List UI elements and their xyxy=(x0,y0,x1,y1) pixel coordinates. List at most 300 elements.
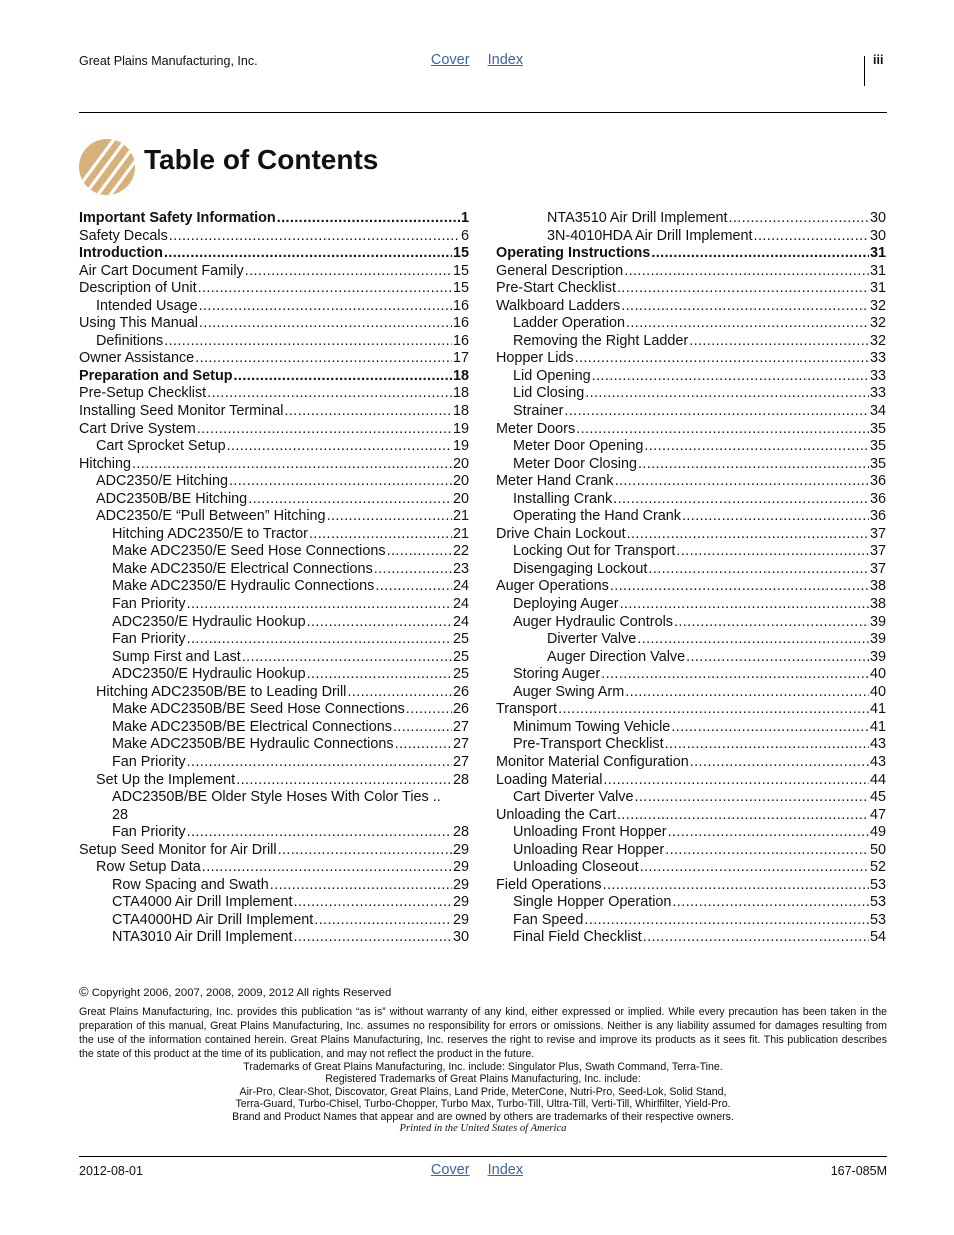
toc-entry[interactable] xyxy=(79,403,469,421)
toc-entry-page: 33 xyxy=(869,367,886,384)
toc-entry-title: Row Spacing and Swath xyxy=(112,876,269,893)
toc-entry-page: 43 xyxy=(869,736,886,753)
toc-entry-page: 45 xyxy=(869,789,886,806)
toc-dot-leader xyxy=(671,719,869,737)
toc-entry-title: Hopper Lids xyxy=(496,350,574,367)
toc-entry-title: Hitching xyxy=(79,455,131,472)
toc-entry-page: 37 xyxy=(869,560,886,577)
toc-entry-page: 34 xyxy=(869,403,886,420)
toc-entry-title: Removing the Right Ladder xyxy=(513,332,689,349)
toc-dot-leader xyxy=(674,614,869,632)
toc-dot-leader xyxy=(202,859,452,877)
toc-entry-title: ADC2350/E Hitching xyxy=(96,473,228,490)
cover-link[interactable]: Cover xyxy=(430,1162,470,1178)
index-link[interactable]: Index xyxy=(487,52,524,68)
toc-entry[interactable] xyxy=(79,438,469,456)
toc-dot-leader xyxy=(575,350,869,368)
toc-entry[interactable] xyxy=(496,929,886,947)
toc-entry[interactable] xyxy=(79,368,469,386)
toc-entry-title: Field Operations xyxy=(496,876,602,893)
toc-dot-leader xyxy=(198,280,452,298)
cover-link[interactable]: Cover xyxy=(430,52,470,68)
toc-entry-title: Make ADC2350B/BE Hydraulic Connections xyxy=(112,736,394,753)
toc-entry-title: Meter Door Opening xyxy=(513,438,644,455)
toc-entry-title: Setup Seed Monitor for Air Drill xyxy=(79,841,277,858)
toc-entry[interactable] xyxy=(496,263,886,281)
toc-entry-title: 28 xyxy=(112,806,129,823)
toc-entry-page: 20 xyxy=(452,455,469,472)
toc-entry-page: 40 xyxy=(869,683,886,700)
toc-entry-page: 29 xyxy=(452,859,469,876)
toc-dot-leader xyxy=(374,561,452,579)
toc-entry-title: Introduction xyxy=(79,245,163,262)
toc-entry-title: Ladder Operation xyxy=(513,315,626,332)
toc-dot-leader xyxy=(690,754,869,772)
toc-entry[interactable] xyxy=(79,614,469,632)
toc-entry[interactable] xyxy=(79,824,469,842)
toc-dot-leader xyxy=(207,385,452,403)
footer-rule xyxy=(79,1156,887,1157)
toc-entry-page: 24 xyxy=(452,596,469,613)
toc-right-column xyxy=(496,210,886,947)
toc-entry-page: 39 xyxy=(869,613,886,630)
toc-dot-leader xyxy=(665,842,869,860)
page-title: Table of Contents xyxy=(144,144,379,175)
header-rule xyxy=(79,112,887,113)
toc-dot-leader xyxy=(199,315,452,333)
toc-entry[interactable] xyxy=(79,859,469,877)
toc-entry[interactable] xyxy=(496,526,886,544)
toc-entry[interactable] xyxy=(496,280,886,298)
header-company: Great Plains Manufacturing, Inc. xyxy=(79,54,258,68)
toc-entry-title: Pre-Start Checklist xyxy=(496,280,616,297)
toc-entry-title: Final Field Checklist xyxy=(513,929,642,946)
toc-entry-page: 41 xyxy=(869,718,886,735)
toc-entry-title: CTA4000HD Air Drill Implement xyxy=(112,911,314,928)
toc-entry-page: 17 xyxy=(452,350,469,367)
toc-entry[interactable] xyxy=(79,701,469,719)
toc-entry[interactable] xyxy=(496,824,886,842)
toc-entry[interactable] xyxy=(79,333,469,351)
toc-entry[interactable] xyxy=(79,385,469,403)
toc-entry-title: Intended Usage xyxy=(96,297,198,314)
toc-entry-page: 32 xyxy=(869,297,886,314)
index-link[interactable]: Index xyxy=(487,1162,524,1178)
toc-entry-title: Meter Door Closing xyxy=(513,455,637,472)
toc-entry-page: 43 xyxy=(869,753,886,770)
toc-dot-leader xyxy=(617,807,869,825)
toc-entry[interactable] xyxy=(79,719,469,737)
toc-entry-page: 33 xyxy=(869,350,886,367)
toc-dot-leader xyxy=(197,421,452,439)
toc-entry-title: Fan Priority xyxy=(112,824,186,841)
toc-dot-leader xyxy=(613,491,869,509)
trademarks-line-1: Trademarks of Great Plains Manufacturing, Inc. include: Singulator Plus, Swath Command, Terra-Tine. xyxy=(243,1061,723,1073)
toc-entry-page: 41 xyxy=(869,701,886,718)
toc-entry-title: Set Up the Implement xyxy=(96,771,236,788)
toc-entry-title: Using This Manual xyxy=(79,315,198,332)
toc-entry-title: Unloading the Cart xyxy=(496,806,616,823)
toc-dot-leader xyxy=(728,210,869,228)
toc-entry[interactable] xyxy=(79,929,469,947)
toc-entry-page: 39 xyxy=(869,648,886,665)
toc-entry-page: 16 xyxy=(452,297,469,314)
toc-dot-leader xyxy=(327,508,452,526)
toc-entry-title: Cart Sprocket Setup xyxy=(96,438,226,455)
footer-code: 167-085M xyxy=(830,1164,887,1178)
toc-dot-leader xyxy=(615,473,869,491)
toc-dot-leader xyxy=(686,649,869,667)
toc-entry-title: Make ADC2350/E Electrical Connections xyxy=(112,560,373,577)
toc-entry[interactable] xyxy=(496,859,886,877)
toc-entry-title: Preparation and Setup xyxy=(79,367,233,384)
trademarks-line-2: Registered Trademarks of Great Plains Manufacturing, Inc. include: xyxy=(325,1073,641,1085)
toc-entry[interactable] xyxy=(79,508,469,526)
toc-dot-leader xyxy=(307,666,452,684)
toc-entry[interactable] xyxy=(79,315,469,333)
toc-entry[interactable] xyxy=(79,421,469,439)
toc-entry[interactable] xyxy=(79,228,469,246)
toc-entry[interactable] xyxy=(79,666,469,684)
toc-entry-title: Sump First and Last xyxy=(112,648,241,665)
toc-dot-leader xyxy=(307,614,452,632)
toc-entry-page: 1 xyxy=(460,210,469,226)
toc-dot-leader xyxy=(248,491,452,509)
toc-dot-leader xyxy=(648,561,869,579)
toc-entry[interactable] xyxy=(496,438,886,456)
toc-dot-leader xyxy=(676,543,869,561)
toc-entry-title: Fan Priority xyxy=(112,631,186,648)
toc-dot-leader xyxy=(229,473,452,491)
toc-entry-title: Make ADC2350/E Seed Hose Connections xyxy=(112,543,386,560)
toc-entry-title: Hitching ADC2350/E to Tractor xyxy=(112,525,308,542)
toc-entry[interactable] xyxy=(496,333,886,351)
toc-dot-leader xyxy=(665,736,869,754)
toc-entry-page: 38 xyxy=(869,596,886,613)
toc-entry-title: Installing Crank xyxy=(513,490,613,507)
toc-entry[interactable] xyxy=(79,491,469,509)
toc-dot-leader xyxy=(592,368,869,386)
toc-entry-title: NTA3010 Air Drill Implement xyxy=(112,929,293,946)
toc-dot-leader xyxy=(621,298,869,316)
toc-entry[interactable] xyxy=(79,631,469,649)
toc-entry[interactable] xyxy=(496,894,886,912)
toc-entry-title: Owner Assistance xyxy=(79,350,195,367)
toc-entry[interactable] xyxy=(496,736,886,754)
toc-entry-title: Make ADC2350/E Hydraulic Connections xyxy=(112,578,375,595)
toc-entry-title: Fan Speed xyxy=(513,911,584,928)
toc-entry-page: 29 xyxy=(452,876,469,893)
toc-entry[interactable] xyxy=(496,508,886,526)
toc-entry-title: Meter Doors xyxy=(496,420,576,437)
toc-entry[interactable] xyxy=(79,789,469,807)
toc-dot-leader xyxy=(164,333,452,351)
toc-dot-leader xyxy=(132,456,452,474)
toc-entry-title: ADC2350/E “Pull Between” Hitching xyxy=(96,508,326,525)
toc-entry-title: Storing Auger xyxy=(513,666,601,683)
toc-entry-title: Walkboard Ladders xyxy=(496,297,621,314)
toc-entry[interactable] xyxy=(496,578,886,596)
toc-entry-page: 35 xyxy=(869,455,886,472)
toc-entry-title: Drive Chain Lockout xyxy=(496,525,626,542)
toc-dot-leader xyxy=(610,578,869,596)
toc-entry[interactable] xyxy=(79,298,469,316)
toc-entry[interactable] xyxy=(79,350,469,368)
toc-entry-page: 23 xyxy=(452,560,469,577)
toc-dot-leader xyxy=(668,824,869,842)
toc-entry[interactable] xyxy=(79,578,469,596)
toc-entry[interactable] xyxy=(79,561,469,579)
toc-entry-page: 29 xyxy=(452,911,469,928)
toc-entry[interactable] xyxy=(496,912,886,930)
toc-entry-page: 54 xyxy=(869,929,886,946)
toc-entry-page: 31 xyxy=(869,245,886,262)
toc-dot-leader xyxy=(640,859,869,877)
toc-entry[interactable] xyxy=(496,315,886,333)
toc-entry-title: Row Setup Data xyxy=(96,859,201,876)
toc-dot-leader xyxy=(603,877,869,895)
toc-entry[interactable] xyxy=(79,543,469,561)
toc-entry[interactable] xyxy=(79,649,469,667)
toc-entry[interactable] xyxy=(496,245,886,263)
toc-entry-title: ADC2350/E Hydraulic Hookup xyxy=(112,666,306,683)
toc-entry-page: 28 xyxy=(452,771,469,788)
toc-dot-leader xyxy=(347,684,452,702)
toc-dot-leader xyxy=(406,701,452,719)
toc-entry-page: 15 xyxy=(452,280,469,297)
toc-entry-page: 30 xyxy=(452,929,469,946)
toc-entry-title: Meter Hand Crank xyxy=(496,473,614,490)
toc-entry-page: 35 xyxy=(869,420,886,437)
toc-entry-title: Operating the Hand Crank xyxy=(513,508,681,525)
toc-entry-page: 28 xyxy=(452,824,469,841)
toc-dot-leader xyxy=(395,736,452,754)
toc-dot-leader xyxy=(689,333,869,351)
toc-entry-title: Pre-Transport Checklist xyxy=(513,736,664,753)
toc-entry[interactable] xyxy=(496,719,886,737)
toc-entry-page: 39 xyxy=(869,631,886,648)
toc-entry[interactable] xyxy=(496,561,886,579)
toc-entry-page: 36 xyxy=(869,490,886,507)
footer-nav xyxy=(0,1162,954,1178)
toc-entry-title: Definitions xyxy=(96,332,164,349)
toc-entry-page: 44 xyxy=(869,771,886,788)
toc-entry-title: Monitor Material Configuration xyxy=(496,753,689,770)
toc-dot-leader xyxy=(558,701,869,719)
toc-entry[interactable] xyxy=(79,280,469,298)
toc-entry[interactable] xyxy=(79,842,469,860)
toc-entry-page: 32 xyxy=(869,315,886,332)
toc-entry-page: 6 xyxy=(460,227,469,244)
toc-dot-leader xyxy=(393,719,452,737)
toc-dot-leader xyxy=(293,929,452,947)
toc-dot-leader xyxy=(169,228,460,246)
toc-entry-title: Strainer xyxy=(513,403,564,420)
toc-entry-page: 37 xyxy=(869,525,886,542)
toc-entry[interactable] xyxy=(496,421,886,439)
toc-dot-leader xyxy=(187,596,452,614)
toc-entry-title: Disengaging Lockout xyxy=(513,560,648,577)
toc-entry-page: 24 xyxy=(452,613,469,630)
toc-entry[interactable] xyxy=(496,807,886,825)
printed-in-usa: Printed in the United States of America xyxy=(399,1123,567,1134)
toc-entry-title: ADC2350B/BE Older Style Hoses With Color Ties .. xyxy=(112,789,441,806)
toc-entry[interactable] xyxy=(496,877,886,895)
toc-entry[interactable] xyxy=(496,614,886,632)
toc-entry-title: Air Cart Document Family xyxy=(79,262,244,279)
toc-entry-title: Make ADC2350B/BE Seed Hose Connections xyxy=(112,701,405,718)
toc-dot-leader xyxy=(242,649,452,667)
toc-entry[interactable] xyxy=(496,631,886,649)
toc-entry-page: 36 xyxy=(869,473,886,490)
toc-entry[interactable] xyxy=(496,491,886,509)
toc-entry[interactable] xyxy=(79,263,469,281)
toc-entry[interactable] xyxy=(496,842,886,860)
toc-entry[interactable] xyxy=(496,456,886,474)
toc-entry[interactable] xyxy=(496,701,886,719)
toc-entry-title: Fan Priority xyxy=(112,753,186,770)
toc-entry-page: 29 xyxy=(452,841,469,858)
toc-entry-page: 31 xyxy=(869,280,886,297)
great-plains-logo-icon xyxy=(78,138,136,196)
toc-entry-page: 20 xyxy=(452,473,469,490)
toc-entry[interactable] xyxy=(79,684,469,702)
toc-entry[interactable] xyxy=(496,789,886,807)
toc-entry[interactable] xyxy=(79,210,469,228)
toc-dot-leader xyxy=(309,526,452,544)
toc-dot-leader xyxy=(236,772,452,790)
toc-entry[interactable] xyxy=(496,666,886,684)
toc-entry-page: 22 xyxy=(452,543,469,560)
toc-entry-page: 35 xyxy=(869,438,886,455)
footer-date: 2012-08-01 xyxy=(79,1164,143,1178)
toc-entry-title: Lid Opening xyxy=(513,367,591,384)
toc-entry-title: Safety Decals xyxy=(79,227,168,244)
toc-entry[interactable] xyxy=(79,736,469,754)
header-divider xyxy=(864,56,865,86)
toc-entry[interactable] xyxy=(79,245,469,263)
toc-dot-leader xyxy=(635,789,869,807)
toc-entry[interactable] xyxy=(496,772,886,790)
toc-entry[interactable] xyxy=(496,228,886,246)
toc-entry[interactable] xyxy=(496,298,886,316)
toc-entry[interactable] xyxy=(79,807,469,825)
toc-entry[interactable] xyxy=(79,912,469,930)
toc-entry[interactable] xyxy=(79,596,469,614)
toc-entry-page: 32 xyxy=(869,332,886,349)
toc-entry-page: 50 xyxy=(869,841,886,858)
toc-entry-page: 36 xyxy=(869,508,886,525)
toc-entry[interactable] xyxy=(496,385,886,403)
toc-entry-page: 26 xyxy=(452,701,469,718)
toc-entry-title: Minimum Towing Vehicle xyxy=(513,718,671,735)
toc-dot-leader xyxy=(584,912,869,930)
toc-entry-page: 47 xyxy=(869,806,886,823)
toc-entry-page: 18 xyxy=(452,403,469,420)
toc-entry[interactable] xyxy=(496,754,886,772)
toc-dot-leader xyxy=(564,403,869,421)
toc-dot-leader xyxy=(620,596,869,614)
trademarks-line-5: Brand and Product Names that appear and are owned by others are trademarks of their respective owners. xyxy=(232,1111,734,1123)
toc-entry-page: 27 xyxy=(452,753,469,770)
toc-entry[interactable] xyxy=(496,473,886,491)
toc-entry[interactable] xyxy=(496,368,886,386)
toc-entry-page: 25 xyxy=(452,648,469,665)
toc-entry-page: 15 xyxy=(452,262,469,279)
toc-entry-page: 29 xyxy=(452,894,469,911)
toc-entry-title: Auger Direction Valve xyxy=(547,648,686,665)
toc-dot-leader xyxy=(638,456,869,474)
trademarks-line-3: Air-Pro, Clear-Shot, Discovator, Great Plains, Land Pride, MeterCone, Nutri-Pro, Seed-Lok, Solid Stand, xyxy=(239,1086,727,1098)
toc-entry-title: ADC2350/E Hydraulic Hookup xyxy=(112,613,306,630)
toc-entry[interactable] xyxy=(496,210,886,228)
toc-entry[interactable] xyxy=(496,403,886,421)
toc-dot-leader xyxy=(626,315,869,333)
toc-entry-page: 49 xyxy=(869,824,886,841)
toc-entry-title: General Description xyxy=(496,262,624,279)
toc-dot-leader xyxy=(277,210,460,228)
toc-entry-page: 37 xyxy=(869,543,886,560)
toc-left-column xyxy=(79,210,469,947)
toc-entry-page: 15 xyxy=(452,245,469,262)
toc-entry[interactable] xyxy=(79,473,469,491)
toc-entry-page: 27 xyxy=(452,718,469,735)
toc-dot-leader xyxy=(672,894,869,912)
toc-entry[interactable] xyxy=(79,772,469,790)
toc-entry-title: Make ADC2350B/BE Electrical Connections xyxy=(112,718,392,735)
toc-entry-title: Auger Operations xyxy=(496,578,609,595)
toc-entry[interactable] xyxy=(496,350,886,368)
toc-entry-title: Cart Drive System xyxy=(79,420,196,437)
toc-dot-leader xyxy=(617,280,869,298)
toc-entry-title: Single Hopper Operation xyxy=(513,894,672,911)
copyright-symbol: © xyxy=(79,984,89,999)
toc-entry-title: Unloading Closeout xyxy=(513,859,639,876)
toc-entry-page: 18 xyxy=(452,385,469,402)
toc-entry[interactable] xyxy=(496,596,886,614)
toc-dot-leader xyxy=(285,403,452,421)
toc-entry-title: Lid Closing xyxy=(513,385,585,402)
toc-entry-page: 31 xyxy=(869,262,886,279)
toc-dot-leader xyxy=(199,298,452,316)
toc-entry[interactable] xyxy=(496,684,886,702)
toc-entry-page: 53 xyxy=(869,911,886,928)
toc-entry-page: 25 xyxy=(452,631,469,648)
toc-entry[interactable] xyxy=(79,526,469,544)
toc-entry-page: 18 xyxy=(452,367,469,384)
toc-entry[interactable] xyxy=(496,543,886,561)
toc-entry-page: 19 xyxy=(452,420,469,437)
toc-entry[interactable] xyxy=(79,877,469,895)
toc-entry[interactable] xyxy=(79,754,469,772)
toc-entry-title: Auger Swing Arm xyxy=(513,683,625,700)
toc-entry-title: Diverter Valve xyxy=(547,631,637,648)
toc-dot-leader xyxy=(245,263,452,281)
toc-dot-leader xyxy=(651,245,869,263)
toc-entry-page: 26 xyxy=(452,683,469,700)
toc-dot-leader xyxy=(585,385,869,403)
toc-entry[interactable] xyxy=(496,649,886,667)
toc-dot-leader xyxy=(644,438,869,456)
toc-entry-title: Fan Priority xyxy=(112,596,186,613)
toc-entry[interactable] xyxy=(79,894,469,912)
toc-entry-title: Hitching ADC2350B/BE to Leading Drill xyxy=(96,683,347,700)
toc-entry-title: CTA4000 Air Drill Implement xyxy=(112,894,293,911)
toc-entry[interactable] xyxy=(79,456,469,474)
toc-entry-title: Unloading Front Hopper xyxy=(513,824,667,841)
toc-entry-title: Locking Out for Transport xyxy=(513,543,676,560)
page-number: iii xyxy=(873,53,884,67)
